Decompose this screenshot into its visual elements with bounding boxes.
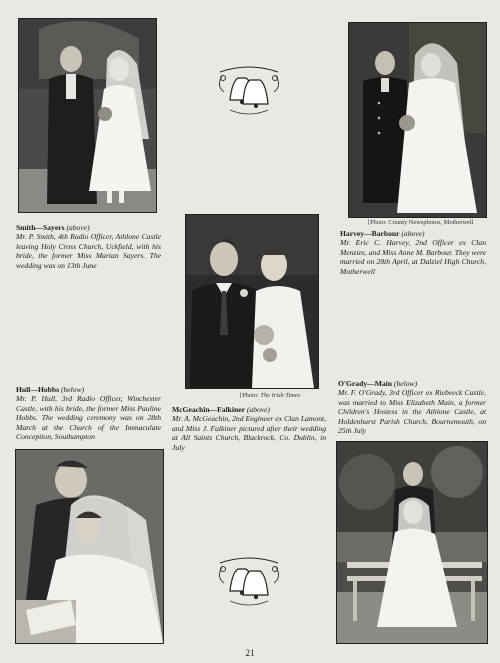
photo-ogrady-main (336, 441, 488, 644)
caption-direction: (above) (66, 223, 90, 232)
caption-direction: (above) (246, 405, 271, 414)
caption-smith-sayers (16, 223, 161, 270)
caption-heading: O'Grady—Main (338, 379, 393, 388)
photo-mcgeachin-falkiner (185, 214, 319, 389)
caption-heading: Smith—Sayers (16, 223, 65, 232)
caption-direction: (below) (60, 385, 85, 394)
credit-prefix: [Photo: (368, 219, 389, 226)
photo-credit-harvey (368, 219, 473, 226)
credit-prefix: [Photo: (240, 392, 261, 399)
caption-heading: McGeachin—Falkiner (172, 405, 245, 414)
page-number: 21 (245, 648, 255, 658)
caption-body: Mr. P. Smith, 4th Radio Officer, Athlone Castle leaving Holy Cross Church, Uckfield, with his bride, the former Miss Marian Sayers. The wedding was on 13th June (16, 232, 161, 270)
caption-hull-hobbs (16, 385, 161, 441)
photo-credit-mcgeachin (240, 392, 300, 399)
wedding-bells-ornament-bottom (210, 557, 288, 609)
caption-direction: (below) (393, 379, 418, 388)
credit-source: County Newsphotos, Motherwell (388, 219, 474, 226)
wedding-bells-ornament-top (210, 66, 288, 118)
caption-ogrady-main (338, 379, 486, 435)
caption-body: Mr. A. McGeachin, 2nd Engineer ex Clan Lamont, and Miss J. Falkiner pictured after their wedding at All Saints Church, Blackrock, Co. Dublin, in July (172, 414, 326, 452)
photo-harvey-barbour (348, 22, 487, 218)
caption-body: Mr. P. Hull, 3rd Radio Officer, Winchester Castle, with his bride, the former Miss Pauline Hobbs. The wedding ceremony was on 28th March at the Church of the Immaculate Conception, Southampton (16, 394, 161, 442)
caption-harvey-barbour (340, 229, 486, 276)
caption-mcgeachin-falkiner (172, 405, 326, 452)
caption-direction: (above) (401, 229, 425, 238)
photo-hull-hobbs (15, 449, 164, 644)
credit-source: The Irish Times (260, 392, 301, 399)
caption-body: Mr. Eric C. Harvey, 2nd Officer ex Clan Menzies, and Miss Anne M. Barbour. They were married on 28th April, at Dalziel High Church, Motherwell (340, 238, 486, 276)
caption-heading: Harvey—Barbour (340, 229, 400, 238)
photo-smith-sayers (18, 18, 157, 213)
caption-heading: Hull—Hobbs (16, 385, 60, 394)
caption-body: Mr. F. O'Grady, 3rd Officer ex Riebeeck Castle, was married to Miss Elizabeth Main, a former Children's Hostess in the Athlone Castle, at Holdenhurst Parish Church, Bournemouth, on 25th July (338, 388, 486, 436)
